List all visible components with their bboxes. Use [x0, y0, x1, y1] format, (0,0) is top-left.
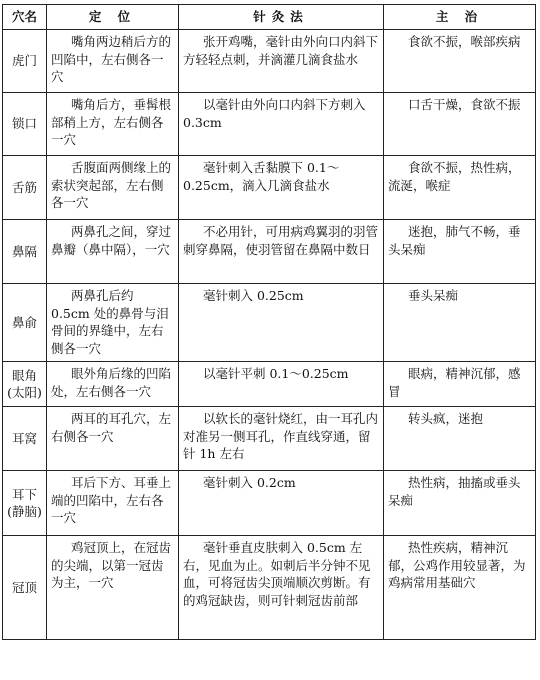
table-row	[3, 93, 536, 156]
table-row	[3, 471, 536, 536]
table-row	[3, 220, 536, 284]
acupoint-name: 锁口	[3, 93, 47, 156]
acupoint-indication: 口舌干燥，食欲不振	[384, 93, 536, 156]
table-row	[3, 284, 536, 362]
acupoint-name: 耳窝	[3, 407, 47, 471]
acupoint-indication: 迷抱，肺气不畅，垂头呆痴	[384, 220, 536, 284]
acupoint-location: 耳后下方、耳垂上端的凹陷中，左右各一穴	[47, 471, 179, 536]
table-row	[3, 407, 536, 471]
acupoint-method: 张开鸡嘴，毫针由外向口内斜下方轻轻点刺，并滴灌几滴食盐水	[179, 30, 384, 93]
table-body	[3, 30, 536, 640]
acupoint-name: 虎门	[3, 30, 47, 93]
acupoint-location: 眼外角后缘的凹陷处，左右侧各一穴	[47, 362, 179, 407]
table-row	[3, 536, 536, 640]
table-row	[3, 156, 536, 220]
header-indication: 主 治	[384, 5, 536, 30]
acupoint-location: 鸡冠顶上，在冠齿的尖端，以第一冠齿为主，一穴	[47, 536, 179, 640]
acupoint-location: 嘴角两边稍后方的凹陷中，左右侧各一穴	[47, 30, 179, 93]
acupoint-indication: 眼病，精神沉郁，感冒	[384, 362, 536, 407]
acupoint-indication: 食欲不振，热性病，流涎，喉症	[384, 156, 536, 220]
acupoint-indication: 食欲不振，喉部疾病	[384, 30, 536, 93]
acupoint-method: 以毫针由外向口内斜下方刺入 0.3cm	[179, 93, 384, 156]
acupoint-indication: 垂头呆痴	[384, 284, 536, 362]
table-row	[3, 362, 536, 407]
header-name: 穴名	[3, 5, 47, 30]
acupoint-method: 毫针刺入 0.25cm	[179, 284, 384, 362]
acupoint-indication: 转头疯，迷抱	[384, 407, 536, 471]
acupoint-name: 舌筋	[3, 156, 47, 220]
acupoint-method: 毫针刺入 0.2cm	[179, 471, 384, 536]
acupoint-name: 鼻俞	[3, 284, 47, 362]
acupoint-name: 眼角 (太阳)	[3, 362, 47, 407]
header-method: 针灸法	[179, 5, 384, 30]
acupoint-method: 以毫针平刺 0.1～0.25cm	[179, 362, 384, 407]
acupoint-method: 毫针刺入舌黏膜下 0.1～0.25cm，滴入几滴食盐水	[179, 156, 384, 220]
acupoint-method: 不必用针，可用病鸡翼羽的羽管刺穿鼻隔，使羽管留在鼻隔中数日	[179, 220, 384, 284]
acupoint-table	[2, 4, 536, 640]
acupoint-location: 两耳的耳孔穴，左右侧各一穴	[47, 407, 179, 471]
acupoint-indication: 热性疾病，精神沉郁，公鸡作用较显著，为鸡病常用基础穴	[384, 536, 536, 640]
acupoint-location: 舌腹面两侧缘上的索状突起部，左右侧各一穴	[47, 156, 179, 220]
acupoint-method: 毫针垂直皮肤刺入 0.5cm 左右，见血为止。如刺后半分钟不见血，可将冠齿尖顶端顺次剪断。有的鸡冠缺齿，则可针刺冠齿前部	[179, 536, 384, 640]
acupoint-location: 两鼻孔之间，穿过鼻瓣（鼻中隔），一穴	[47, 220, 179, 284]
acupoint-name: 鼻隔	[3, 220, 47, 284]
acupoint-indication: 热性病，抽搐或垂头呆痴	[384, 471, 536, 536]
header-row	[3, 5, 536, 30]
table-row	[3, 30, 536, 93]
acupoint-method: 以软长的毫针烧红，由一耳孔内对准另一侧耳孔，作直线穿通，留针 1h 左右	[179, 407, 384, 471]
acupoint-location: 两鼻孔后约 0.5cm 处的鼻骨与泪骨间的界缝中，左右侧各一穴	[47, 284, 179, 362]
header-location: 定 位	[47, 5, 179, 30]
table-header	[3, 5, 536, 30]
acupoint-name: 冠顶	[3, 536, 47, 640]
acupoint-name: 耳下 (静脑)	[3, 471, 47, 536]
acupoint-location: 嘴角后方，垂髯根部稍上方，左右侧各一穴	[47, 93, 179, 156]
